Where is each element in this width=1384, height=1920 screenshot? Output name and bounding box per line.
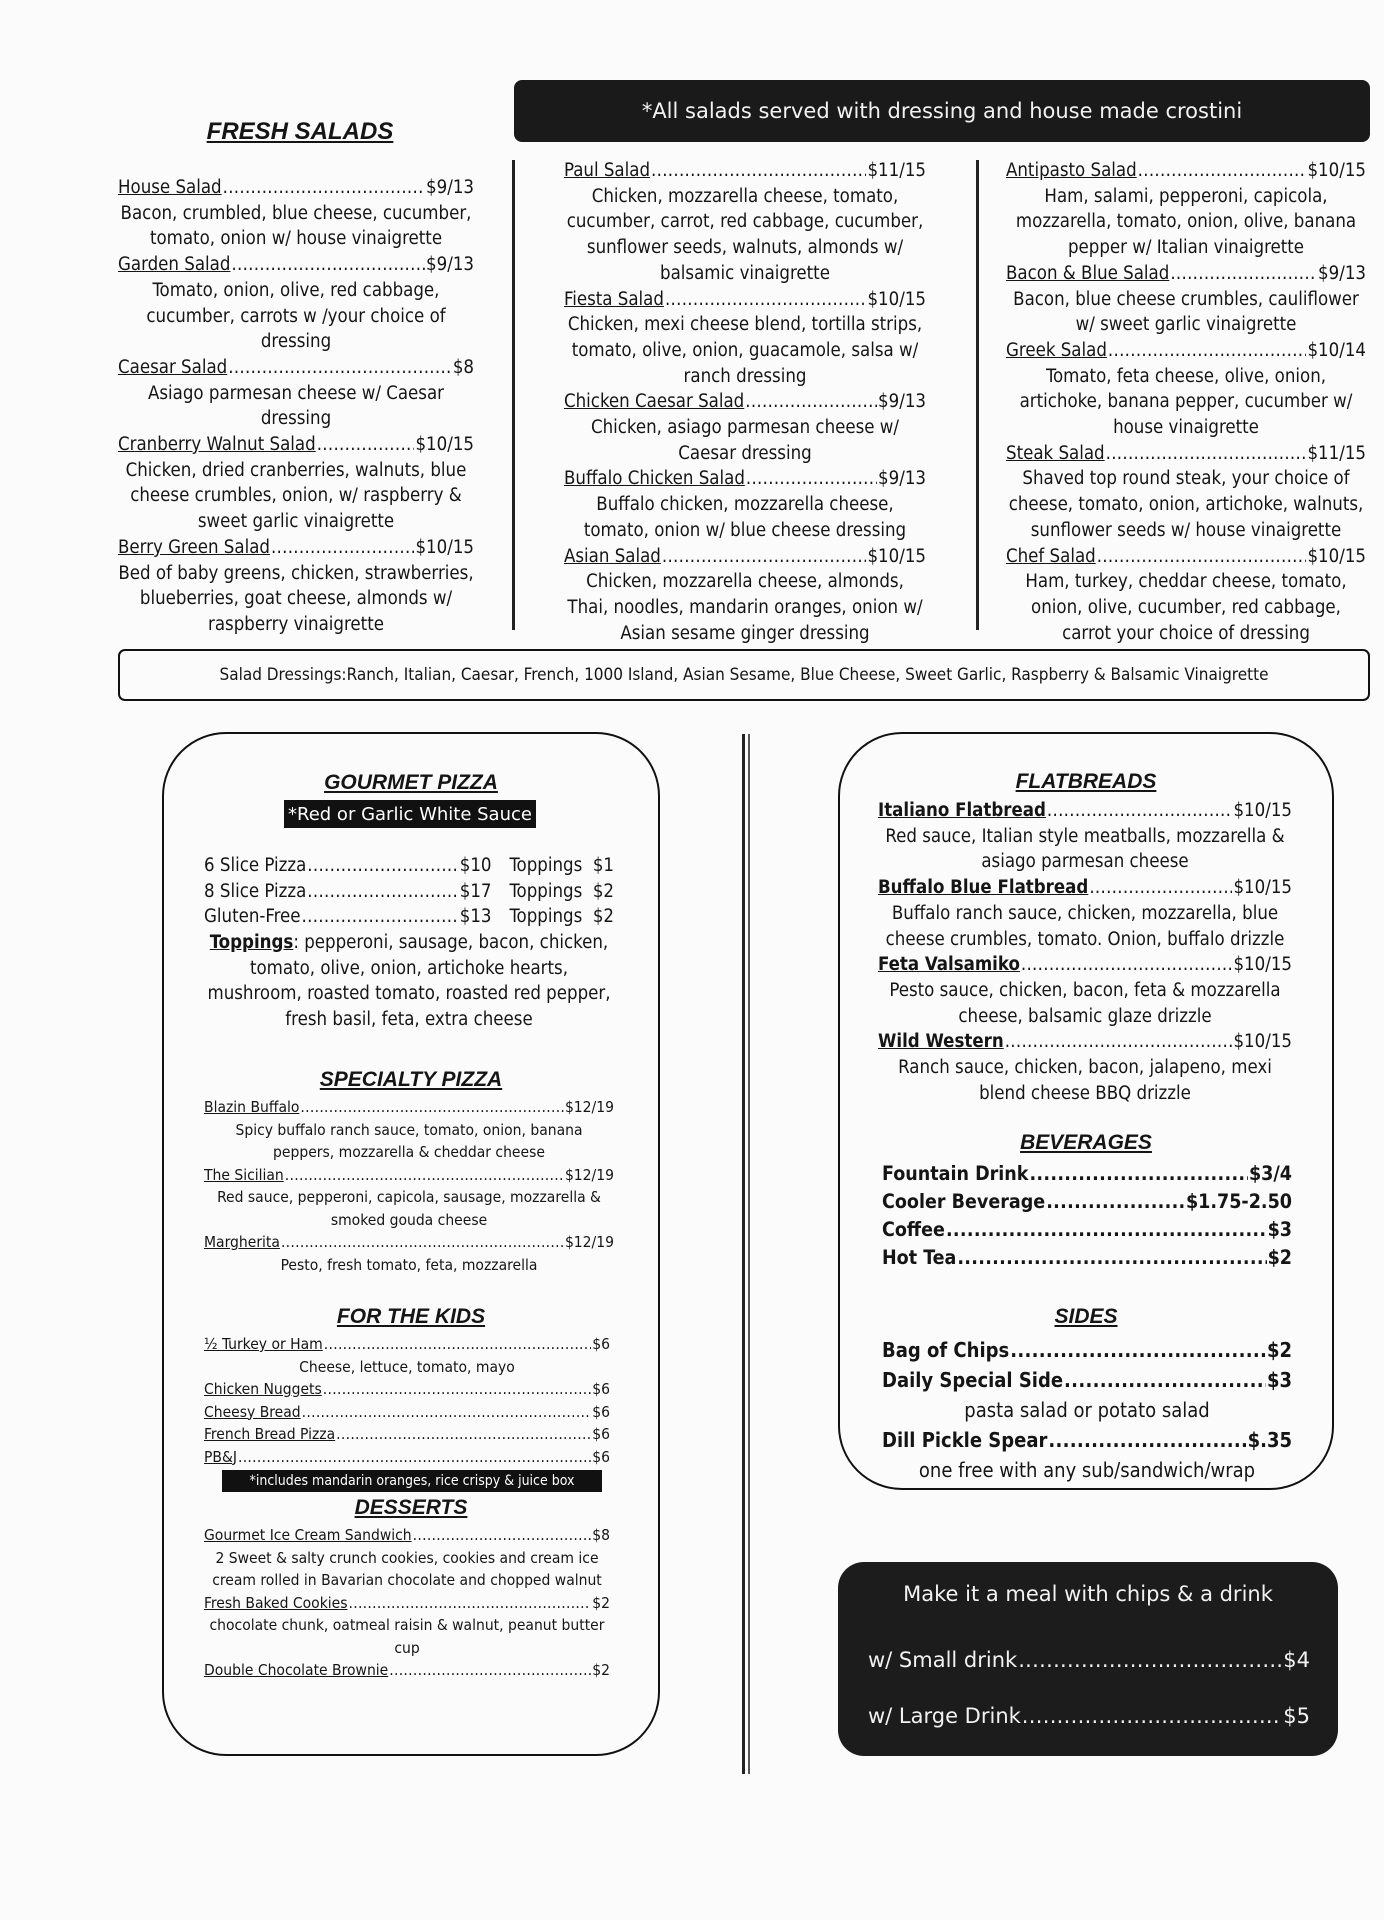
beverage-item: [882, 1188, 1292, 1216]
menu-item-price: $10/14: [1307, 339, 1366, 361]
salad-item: [1006, 261, 1366, 338]
leader-dots: [307, 853, 458, 879]
menu-item-description: Pesto, fresh tomato, feta, mozzarella: [280, 1255, 538, 1274]
menu-item-name: w/ Small drink: [868, 1648, 1018, 1672]
menu-item-name: Fountain Drink: [882, 1162, 1029, 1185]
menu-item-line: [878, 1029, 1292, 1055]
menu-item-line: [204, 853, 614, 879]
menu-item-line: [204, 879, 614, 905]
dessert-item: [204, 1524, 610, 1592]
menu-item-price: $17: [459, 880, 492, 902]
menu-item-price: $10/15: [1233, 800, 1292, 821]
beverages-title: BEVERAGES: [1020, 1131, 1152, 1154]
menu-item-description: Buffalo ranch sauce, chicken, mozzarella, blue cheese crumbles, tomato. Onion, buffalo drizzle: [885, 902, 1285, 950]
menu-item-description: Red sauce, Italian style meatballs, mozzarella & asiago parmesan cheese: [885, 825, 1285, 873]
desserts-title: DESSERTS: [354, 1496, 468, 1519]
leader-dots: [281, 1231, 564, 1254]
salad-dressings-bar: [118, 649, 1370, 701]
menu-item-name: Dill Pickle Spear: [882, 1428, 1048, 1452]
kids-item: [204, 1378, 610, 1401]
leader-dots: [302, 904, 459, 930]
kids-item: [204, 1333, 610, 1378]
specialty-pizza-item: [204, 1231, 614, 1276]
gourmet-pizza-title: GOURMET PIZZA: [324, 771, 498, 794]
side-item: [882, 1365, 1292, 1425]
menu-item-price: $10/15: [867, 288, 926, 310]
menu-item-description: Ham, turkey, cheddar cheese, tomato, onion, olive, cucumber, red cabbage, carrot your choice of dressing: [1025, 571, 1347, 644]
menu-item-line: [204, 1333, 610, 1356]
leader-dots: [1046, 1188, 1185, 1216]
menu-item-line: [882, 1160, 1292, 1188]
salads-column-1: [118, 175, 474, 638]
leader-dots: [302, 1401, 592, 1424]
menu-item-line: [1006, 338, 1366, 364]
salads-banner: [514, 80, 1370, 142]
leader-dots: [271, 535, 414, 561]
menu-item-price: $9/13: [426, 254, 474, 276]
menu-item-price: $10/15: [1233, 1031, 1292, 1053]
flatbread-item: [878, 875, 1292, 952]
dressings-label: Salad Dressings:: [219, 665, 347, 685]
flatbreads-list: [878, 798, 1292, 1106]
menu-item-price: $9/13: [878, 468, 926, 490]
kids-note-text: *includes mandarin oranges, rice crispy & juice box: [249, 1473, 575, 1489]
salads-column-2: [564, 158, 926, 646]
menu-item-name: Coffee: [882, 1218, 945, 1241]
menu-item-line: [118, 535, 474, 561]
menu-item-line: [204, 1524, 610, 1547]
menu-item-price: $12/19: [564, 1098, 614, 1116]
menu-item-price: $2: [1266, 1338, 1292, 1362]
leader-dots: [317, 432, 415, 458]
menu-item-name: Fiesta Salad: [564, 288, 664, 310]
menu-item-price: $10: [459, 855, 492, 876]
menu-item-name: Blazin Buffalo: [204, 1098, 300, 1116]
menu-item-toppings: Toppings $2: [509, 880, 614, 902]
center-divider-left: [742, 734, 745, 1774]
menu-item-line: [204, 1423, 610, 1446]
leader-dots: [389, 1659, 591, 1682]
desserts-list: [204, 1524, 610, 1682]
menu-item-price: $6: [592, 1425, 610, 1443]
menu-item-line: [118, 252, 474, 278]
menu-item-line: [878, 875, 1292, 901]
menu-item-price: $6: [592, 1402, 610, 1421]
meal-deal-item: [868, 1632, 1310, 1688]
menu-item-description: Chicken, mozzarella cheese, almonds, Thai, noodles, mandarin oranges, onion w/ Asian sesame ginger dressing: [567, 571, 923, 644]
leader-dots: [228, 355, 452, 381]
menu-item-line: [878, 798, 1292, 824]
meal-deal-title: Make it a meal with chips & a drink: [903, 1582, 1273, 1606]
leader-dots: [231, 252, 425, 278]
dessert-item: [204, 1592, 610, 1660]
menu-item-description: Buffalo chicken, mozzarella cheese, tomato, onion w/ blue cheese dressing: [583, 494, 907, 541]
menu-item-name: Daily Special Side: [882, 1368, 1064, 1392]
pizza-sizes: [204, 853, 614, 930]
menu-item-description: Asiago parmesan cheese w/ Caesar dressing: [147, 382, 445, 430]
flatbread-item: [878, 1029, 1292, 1106]
menu-item-name: Cranberry Walnut Salad: [118, 434, 316, 456]
sauce-note-text: *Red or Garlic White Sauce: [288, 803, 532, 825]
leader-dots: [745, 389, 877, 415]
menu-item-price: $9/13: [878, 391, 926, 413]
menu-item-price: $10/15: [1307, 545, 1366, 567]
salad-item: [564, 466, 926, 543]
menu-item-name: Feta Valsamiko: [878, 954, 1020, 976]
menu-item-line: [1006, 158, 1366, 184]
leader-dots: [1021, 952, 1233, 978]
kids-item: [204, 1446, 610, 1469]
toppings-label: Toppings: [209, 932, 294, 953]
menu-item-price: $3: [1267, 1218, 1292, 1241]
specialty-pizza-item: [204, 1096, 614, 1164]
menu-item-name: Bag of Chips: [882, 1338, 1010, 1362]
salad-item: [564, 287, 926, 390]
menu-item-name: Gluten-Free: [204, 906, 301, 928]
leader-dots: [238, 1446, 591, 1469]
menu-item-name: Berry Green Salad: [118, 536, 270, 558]
menu-item-price: $.35: [1247, 1428, 1292, 1452]
beverage-item: [882, 1160, 1292, 1188]
menu-item-name: Cooler Beverage: [882, 1190, 1046, 1213]
sides-list: [882, 1335, 1292, 1485]
leader-dots: [1097, 544, 1307, 570]
flatbreads-title: FLATBREADS: [1015, 770, 1157, 793]
menu-item-price: $5: [1283, 1704, 1310, 1728]
leader-dots: [349, 1592, 592, 1615]
specialty-pizza-title: SPECIALTY PIZZA: [319, 1068, 503, 1091]
menu-item-name: Hot Tea: [882, 1246, 957, 1269]
menu-item-price: $10/15: [1307, 160, 1366, 181]
salad-item: [1006, 158, 1366, 261]
center-divider-right: [748, 734, 750, 1774]
menu-item-line: [204, 904, 614, 930]
menu-item-line: [1006, 261, 1366, 287]
menu-item-line: [564, 544, 926, 570]
leader-dots: [1010, 1335, 1266, 1365]
menu-item-description: 2 Sweet & salty crunch cookies, cookies and cream ice cream rolled in Bavarian chocolate and chopped walnut: [212, 1548, 602, 1589]
menu-item-name: Gourmet Ice Cream Sandwich: [204, 1526, 412, 1544]
menu-item-description: Chicken, asiago parmesan cheese w/ Caesar dressing: [590, 417, 900, 464]
salad-item: [1006, 544, 1366, 647]
menu-item-name: Chicken Nuggets: [204, 1380, 322, 1398]
salad-item: [1006, 338, 1366, 441]
menu-item-name: Antipasto Salad: [1006, 160, 1137, 181]
menu-item-line: [118, 355, 474, 381]
leader-dots: [746, 466, 877, 492]
menu-item-line: [204, 1096, 614, 1119]
leader-dots: [1108, 338, 1307, 364]
leader-dots: [324, 1333, 591, 1356]
side-item: [882, 1425, 1292, 1485]
salad-column-divider-1: [512, 160, 515, 630]
menu-item-description: Tomato, feta cheese, olive, onion, artichoke, banana pepper, cucumber w/ house vinaigrette: [1019, 365, 1353, 439]
menu-item-line: [564, 158, 926, 184]
menu-item-price: $6: [592, 1380, 610, 1398]
menu-item-price: $10/15: [1233, 954, 1292, 976]
flatbread-item: [878, 798, 1292, 875]
menu-item-line: [882, 1216, 1292, 1244]
salad-item: [118, 355, 474, 432]
menu-item-name: Margherita: [204, 1233, 280, 1251]
pizza-size-item: [204, 879, 614, 905]
beverages-list: [882, 1160, 1292, 1272]
meal-deal-box: [838, 1562, 1338, 1756]
menu-item-line: [882, 1425, 1292, 1455]
salad-item: [118, 432, 474, 535]
side-item: [882, 1335, 1292, 1365]
menu-item-name: Paul Salad: [564, 160, 651, 181]
menu-item-line: [204, 1164, 614, 1187]
dressings-list: Ranch, Italian, Caesar, French, 1000 Island, Asian Sesame, Blue Cheese, Sweet Garlic, Raspberry & Balsamic Vinaigrette: [346, 665, 1269, 685]
leader-dots: [307, 879, 458, 905]
salad-item: [1006, 441, 1366, 544]
menu-item-price: $10/15: [415, 536, 474, 558]
leader-dots: [957, 1244, 1266, 1272]
menu-item-line: [882, 1365, 1292, 1395]
specialty-pizza-item: [204, 1164, 614, 1232]
salad-item: [564, 544, 926, 647]
menu-item-line: [204, 1378, 610, 1401]
menu-item-price: $9/13: [426, 177, 474, 198]
menu-item-name: Buffalo Chicken Salad: [564, 468, 745, 490]
leader-dots: [1064, 1365, 1266, 1395]
menu-item-line: [882, 1188, 1292, 1216]
beverage-item: [882, 1216, 1292, 1244]
salad-item: [118, 252, 474, 355]
pizza-size-item: [204, 853, 614, 879]
menu-item-name: 6 Slice Pizza: [204, 855, 307, 876]
dessert-item: [204, 1659, 610, 1682]
kids-menu-list: [204, 1333, 610, 1468]
menu-item-name: Garden Salad: [118, 254, 231, 276]
menu-item-price: $3: [1266, 1368, 1292, 1392]
pizza-size-item: [204, 904, 614, 930]
menu-item-name: w/ Large Drink: [868, 1704, 1021, 1728]
toppings-text: : pepperoni, sausage, bacon, chicken, tomato, olive, onion, artichoke hearts, mushroom, roasted tomato, roasted red pepper, fresh basil, feta, extra cheese: [207, 932, 611, 1031]
menu-item-name: French Bread Pizza: [204, 1425, 336, 1443]
menu-item-price: $2: [592, 1593, 610, 1612]
menu-item-name: Chicken Caesar Salad: [564, 391, 745, 413]
menu-item-price: $11/15: [1307, 442, 1366, 464]
kids-item: [204, 1401, 610, 1424]
menu-item-line: [118, 175, 474, 201]
leader-dots: [285, 1164, 564, 1187]
menu-item-price: $4: [1283, 1648, 1310, 1672]
menu-item-price: $6: [592, 1335, 610, 1353]
menu-item-line: [878, 952, 1292, 978]
menu-item-price: $10/15: [867, 545, 926, 567]
menu-item-price: $2: [1267, 1246, 1292, 1269]
menu-item-price: $10/15: [1233, 877, 1292, 899]
leader-dots: [662, 544, 867, 570]
menu-item-description: Chicken, mozzarella cheese, tomato, cucumber, carrot, red cabbage, cucumber, sunflower seeds, walnuts, almonds w/ balsamic vinaigrette: [566, 185, 924, 284]
menu-item-line: [204, 1659, 610, 1682]
salad-item: [564, 389, 926, 466]
menu-item-name: Bacon & Blue Salad: [1006, 262, 1170, 284]
menu-item-description: Tomato, onion, olive, red cabbage, cucumber, carrots w /your choice of dressing: [146, 279, 446, 353]
menu-item-description: Ham, salami, pepperoni, capicola, mozzarella, tomato, onion, olive, banana pepper w/ Italian vinaigrette: [1015, 185, 1357, 259]
menu-item-line: [204, 1401, 610, 1424]
salad-column-divider-2: [976, 160, 979, 630]
menu-item-name: Asian Salad: [564, 545, 661, 567]
menu-item-description: Spicy buffalo ranch sauce, tomato, onion, banana peppers, mozzarella & cheddar cheese: [235, 1120, 583, 1161]
flatbread-item: [878, 952, 1292, 1029]
menu-item-name: Steak Salad: [1006, 442, 1105, 464]
menu-item-price: $11/15: [867, 160, 926, 181]
leader-dots: [1018, 1632, 1282, 1688]
kids-note: [222, 1470, 602, 1492]
fresh-salads-title: FRESH SALADS: [206, 118, 394, 145]
menu-item-price: $2: [592, 1661, 610, 1679]
menu-item-price: $13: [459, 906, 492, 928]
menu-item-name: House Salad: [118, 177, 222, 198]
menu-item-name: PB&J: [204, 1447, 237, 1466]
menu-item-name: The Sicilian: [204, 1165, 284, 1184]
menu-item-line: [204, 1231, 614, 1254]
leader-dots: [665, 287, 867, 313]
leader-dots: [223, 175, 425, 201]
menu-item-description: Bacon, crumbled, blue cheese, cucumber, tomato, onion w/ house vinaigrette: [120, 202, 472, 250]
menu-item-description: pasta salad or potato salad: [964, 1398, 1210, 1422]
kids-title: FOR THE KIDS: [336, 1305, 486, 1328]
leader-dots: [1029, 1160, 1248, 1188]
salad-item: [118, 175, 474, 252]
leader-dots: [323, 1378, 591, 1401]
leader-dots: [1089, 875, 1232, 901]
specialty-pizza-list: [204, 1096, 614, 1276]
sauce-note: [284, 800, 536, 828]
menu-item-description: Bacon, blue cheese crumbles, cauliflower w/ sweet garlic vinaigrette: [1013, 288, 1359, 336]
menu-item-toppings: Toppings $2: [509, 906, 614, 928]
leader-dots: [651, 158, 866, 184]
menu-item-price: $1.75-2.50: [1185, 1190, 1292, 1213]
menu-item-description: one free with any sub/sandwich/wrap: [918, 1458, 1256, 1482]
leader-dots: [413, 1524, 592, 1547]
menu-item-name: Italiano Flatbread: [878, 800, 1046, 821]
pizza-toppings: [204, 930, 614, 1033]
leader-dots: [1138, 158, 1307, 184]
menu-item-line: [882, 1335, 1292, 1365]
menu-item-description: Bed of baby greens, chicken, strawberries, blueberries, goat cheese, almonds w/ raspberry vinaigrette: [118, 562, 474, 635]
menu-item-price: $6: [592, 1447, 610, 1466]
menu-item-price: $9/13: [1318, 262, 1366, 284]
leader-dots: [1047, 798, 1233, 824]
menu-item-description: Chicken, dried cranberries, walnuts, blue cheese crumbles, onion, w/ raspberry & sweet garlic vinaigrette: [125, 459, 467, 533]
menu-item-description: Cheese, lettuce, tomato, mayo: [299, 1357, 515, 1376]
menu-item-price: $3/4: [1248, 1162, 1292, 1185]
menu-item-name: Buffalo Blue Flatbread: [878, 877, 1089, 899]
menu-item-line: [868, 1632, 1310, 1688]
menu-item-toppings: Toppings $1: [509, 855, 614, 876]
menu-item-name: ½ Turkey or Ham: [204, 1335, 323, 1353]
salads-column-3: [1006, 158, 1366, 646]
menu-item-name: Double Chocolate Brownie: [204, 1661, 389, 1679]
salad-item: [564, 158, 926, 287]
menu-item-line: [118, 432, 474, 458]
leader-dots: [1170, 261, 1317, 287]
menu-item-line: [1006, 544, 1366, 570]
menu-item-line: [868, 1688, 1310, 1744]
menu-item-name: Wild Western: [878, 1031, 1004, 1053]
menu-item-price: $12/19: [564, 1165, 614, 1184]
menu-item-name: Fresh Baked Cookies: [204, 1593, 348, 1612]
menu-item-name: Cheesy Bread: [204, 1402, 301, 1421]
menu-item-line: [1006, 441, 1366, 467]
salad-item: [118, 535, 474, 638]
meal-deal-list: [868, 1632, 1310, 1744]
menu-item-name: 8 Slice Pizza: [204, 880, 307, 902]
leader-dots: [1022, 1688, 1282, 1744]
leader-dots: [1048, 1425, 1246, 1455]
menu-item-name: Chef Salad: [1006, 545, 1096, 567]
sides-title: SIDES: [1054, 1305, 1118, 1328]
menu-item-line: [564, 389, 926, 415]
menu-item-line: [564, 287, 926, 313]
menu-item-description: Red sauce, pepperoni, capicola, sausage, mozzarella & smoked gouda cheese: [217, 1188, 601, 1229]
leader-dots: [300, 1096, 564, 1119]
leader-dots: [1005, 1029, 1233, 1055]
menu-item-price: $10/15: [415, 434, 474, 456]
menu-item-line: [882, 1244, 1292, 1272]
menu-item-name: Greek Salad: [1006, 339, 1107, 361]
menu-item-description: Pesto sauce, chicken, bacon, feta & mozzarella cheese, balsamic glaze drizzle: [889, 979, 1281, 1027]
leader-dots: [1106, 441, 1307, 467]
menu-item-price: $8: [452, 356, 474, 378]
salads-banner-text: *All salads served with dressing and house made crostini: [641, 99, 1243, 123]
leader-dots: [946, 1216, 1267, 1244]
menu-item-description: Chicken, mexi cheese blend, tortilla strips, tomato, olive, onion, guacamole, salsa w/ ranch dressing: [567, 314, 923, 387]
menu-item-price: $8: [592, 1526, 610, 1544]
menu-item-description: Shaved top round steak, your choice of cheese, tomato, onion, artichoke, walnuts, sunflower seeds w/ house vinaigrette: [1008, 468, 1364, 541]
menu-item-price: $12/19: [564, 1233, 614, 1251]
meal-deal-item: [868, 1688, 1310, 1744]
kids-item: [204, 1423, 610, 1446]
menu-item-description: chocolate chunk, oatmeal raisin & walnut, peanut butter cup: [209, 1616, 605, 1657]
menu-item-description: Ranch sauce, chicken, bacon, jalapeno, mexi blend cheese BBQ drizzle: [898, 1057, 1272, 1104]
menu-item-line: [564, 466, 926, 492]
menu-item-line: [204, 1592, 610, 1615]
beverage-item: [882, 1244, 1292, 1272]
menu-item-line: [204, 1446, 610, 1469]
leader-dots: [336, 1423, 591, 1446]
menu-item-name: Caesar Salad: [118, 356, 228, 378]
